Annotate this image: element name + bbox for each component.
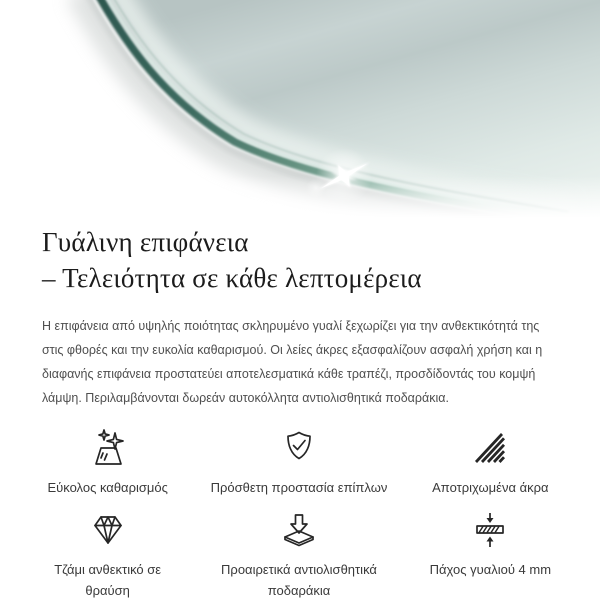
feature-label: Τζάμι ανθεκτικό σε θραύση (54, 562, 162, 599)
section-paragraph: Η επιφάνεια από υψηλής ποιότητας σκληρυμένο γυαλί ξεχωρίζει για την ανθεκτικότητά της στις φθορές και την ευκολία καθαρισμού. Οι λείες άκρες εξασφαλίζουν ασφαλή χρήση και η διαφανής επιφάνεια προστατεύει αποτελεσματικά κάθε τραπέζι, προσδίδοντάς του κομψή λάμψη. Περιλαμβάνονται δωρεάν αυτοκόλλητα αντιολισθητικά ποδαράκια. (42, 319, 543, 406)
section-title-line2: – Τελειότητα σε κάθε λεπτομέρεια (42, 263, 422, 293)
glass-photo-illustration (0, 0, 600, 218)
glass-thickness-icon (470, 510, 510, 550)
feature-item-antislip-pads (203, 510, 394, 601)
feature-item-furniture-protection (203, 428, 394, 498)
sparkle-clean-surface-icon (88, 428, 128, 468)
section-title-line1: Γυάλινη επιφάνεια (42, 227, 249, 257)
feature-label: Εύκολος καθαρισμός (47, 480, 168, 496)
hatched-edge-icon (470, 428, 510, 468)
feature-label: Πάχος γυαλιού 4 mm (429, 562, 552, 578)
feature-item-glass-thickness (395, 510, 586, 601)
section-title (42, 224, 558, 296)
feature-grid (0, 428, 600, 601)
shield-check-icon (279, 428, 319, 468)
feature-label: Προαιρετικά αντιολισθητικά ποδαράκια (221, 562, 377, 599)
feature-item-ground-edges (395, 428, 586, 498)
feature-label: Πρόσθετη προστασία επίπλων (210, 480, 388, 496)
glass-surface-photo (0, 0, 600, 218)
feature-item-easy-cleaning (12, 428, 203, 498)
feature-label: Αποτριχωμένα άκρα (432, 480, 549, 496)
arrow-into-pad-icon (279, 510, 319, 550)
diamond-icon (88, 510, 128, 550)
feature-item-shatter-resistant (12, 510, 203, 601)
